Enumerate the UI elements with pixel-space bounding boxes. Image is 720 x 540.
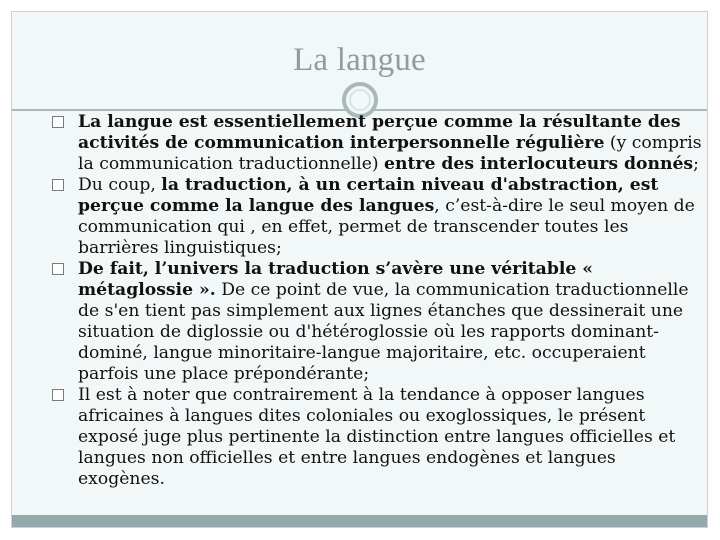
bullet-2-text-1: Du coup, [78, 175, 162, 195]
bullet-1-text-2: ; [693, 154, 699, 174]
bullet-2-text-2: , c’est-à-dire le seul moyen de communication qui , en effet, permet de transcender toutes les barrières linguistiques; [78, 196, 695, 258]
bullet-item [22, 112, 704, 175]
bullet-item [22, 385, 704, 490]
square-bullet-icon [52, 179, 64, 191]
bullet-list [22, 112, 704, 490]
slide [11, 11, 708, 528]
square-bullet-icon [52, 263, 64, 275]
slide-title: La langue [293, 42, 426, 78]
bullet-3-bold-1: De fait, l’univers la traduction s’avère une véritable « métaglossie ». [78, 259, 594, 300]
bullet-1-text-1: (y compris la communication traductionnelle) [78, 133, 702, 174]
square-bullet-icon [52, 389, 64, 401]
bullet-item [22, 175, 704, 259]
bullet-item [22, 259, 704, 385]
footer-bar [12, 515, 707, 527]
bullet-1-bold-1: La langue est essentiellement perçue comme la résultante des activités de communication interpersonnelle régulière [78, 112, 681, 153]
title-area [12, 12, 707, 110]
bullet-4-text-1: Il est à noter que contrairement à la tendance à opposer langues africaines à langues dites coloniales ou exoglossiques, le présent exposé juge plus pertinente la distinction entre langues officielles et langues non officielles et entre langues endogènes et langues exogènes. [78, 385, 676, 489]
square-bullet-icon [52, 116, 64, 128]
bullet-3-text-1: De ce point de vue, la communication traductionnelle de s'en tient pas simplement aux lignes étanches que dessinerait une situation de diglossie ou d'hétéroglossie où les rapports dominant-dominé, langue minoritaire-langue majoritaire, etc. occuperaient parfois une place prépondérante; [78, 280, 689, 384]
bullet-2-bold-1: la traduction, à un certain niveau d'abstraction, est perçue comme la langue des langues [78, 175, 659, 216]
bullet-1-bold-2: entre des interlocuteurs donnés [384, 154, 694, 174]
